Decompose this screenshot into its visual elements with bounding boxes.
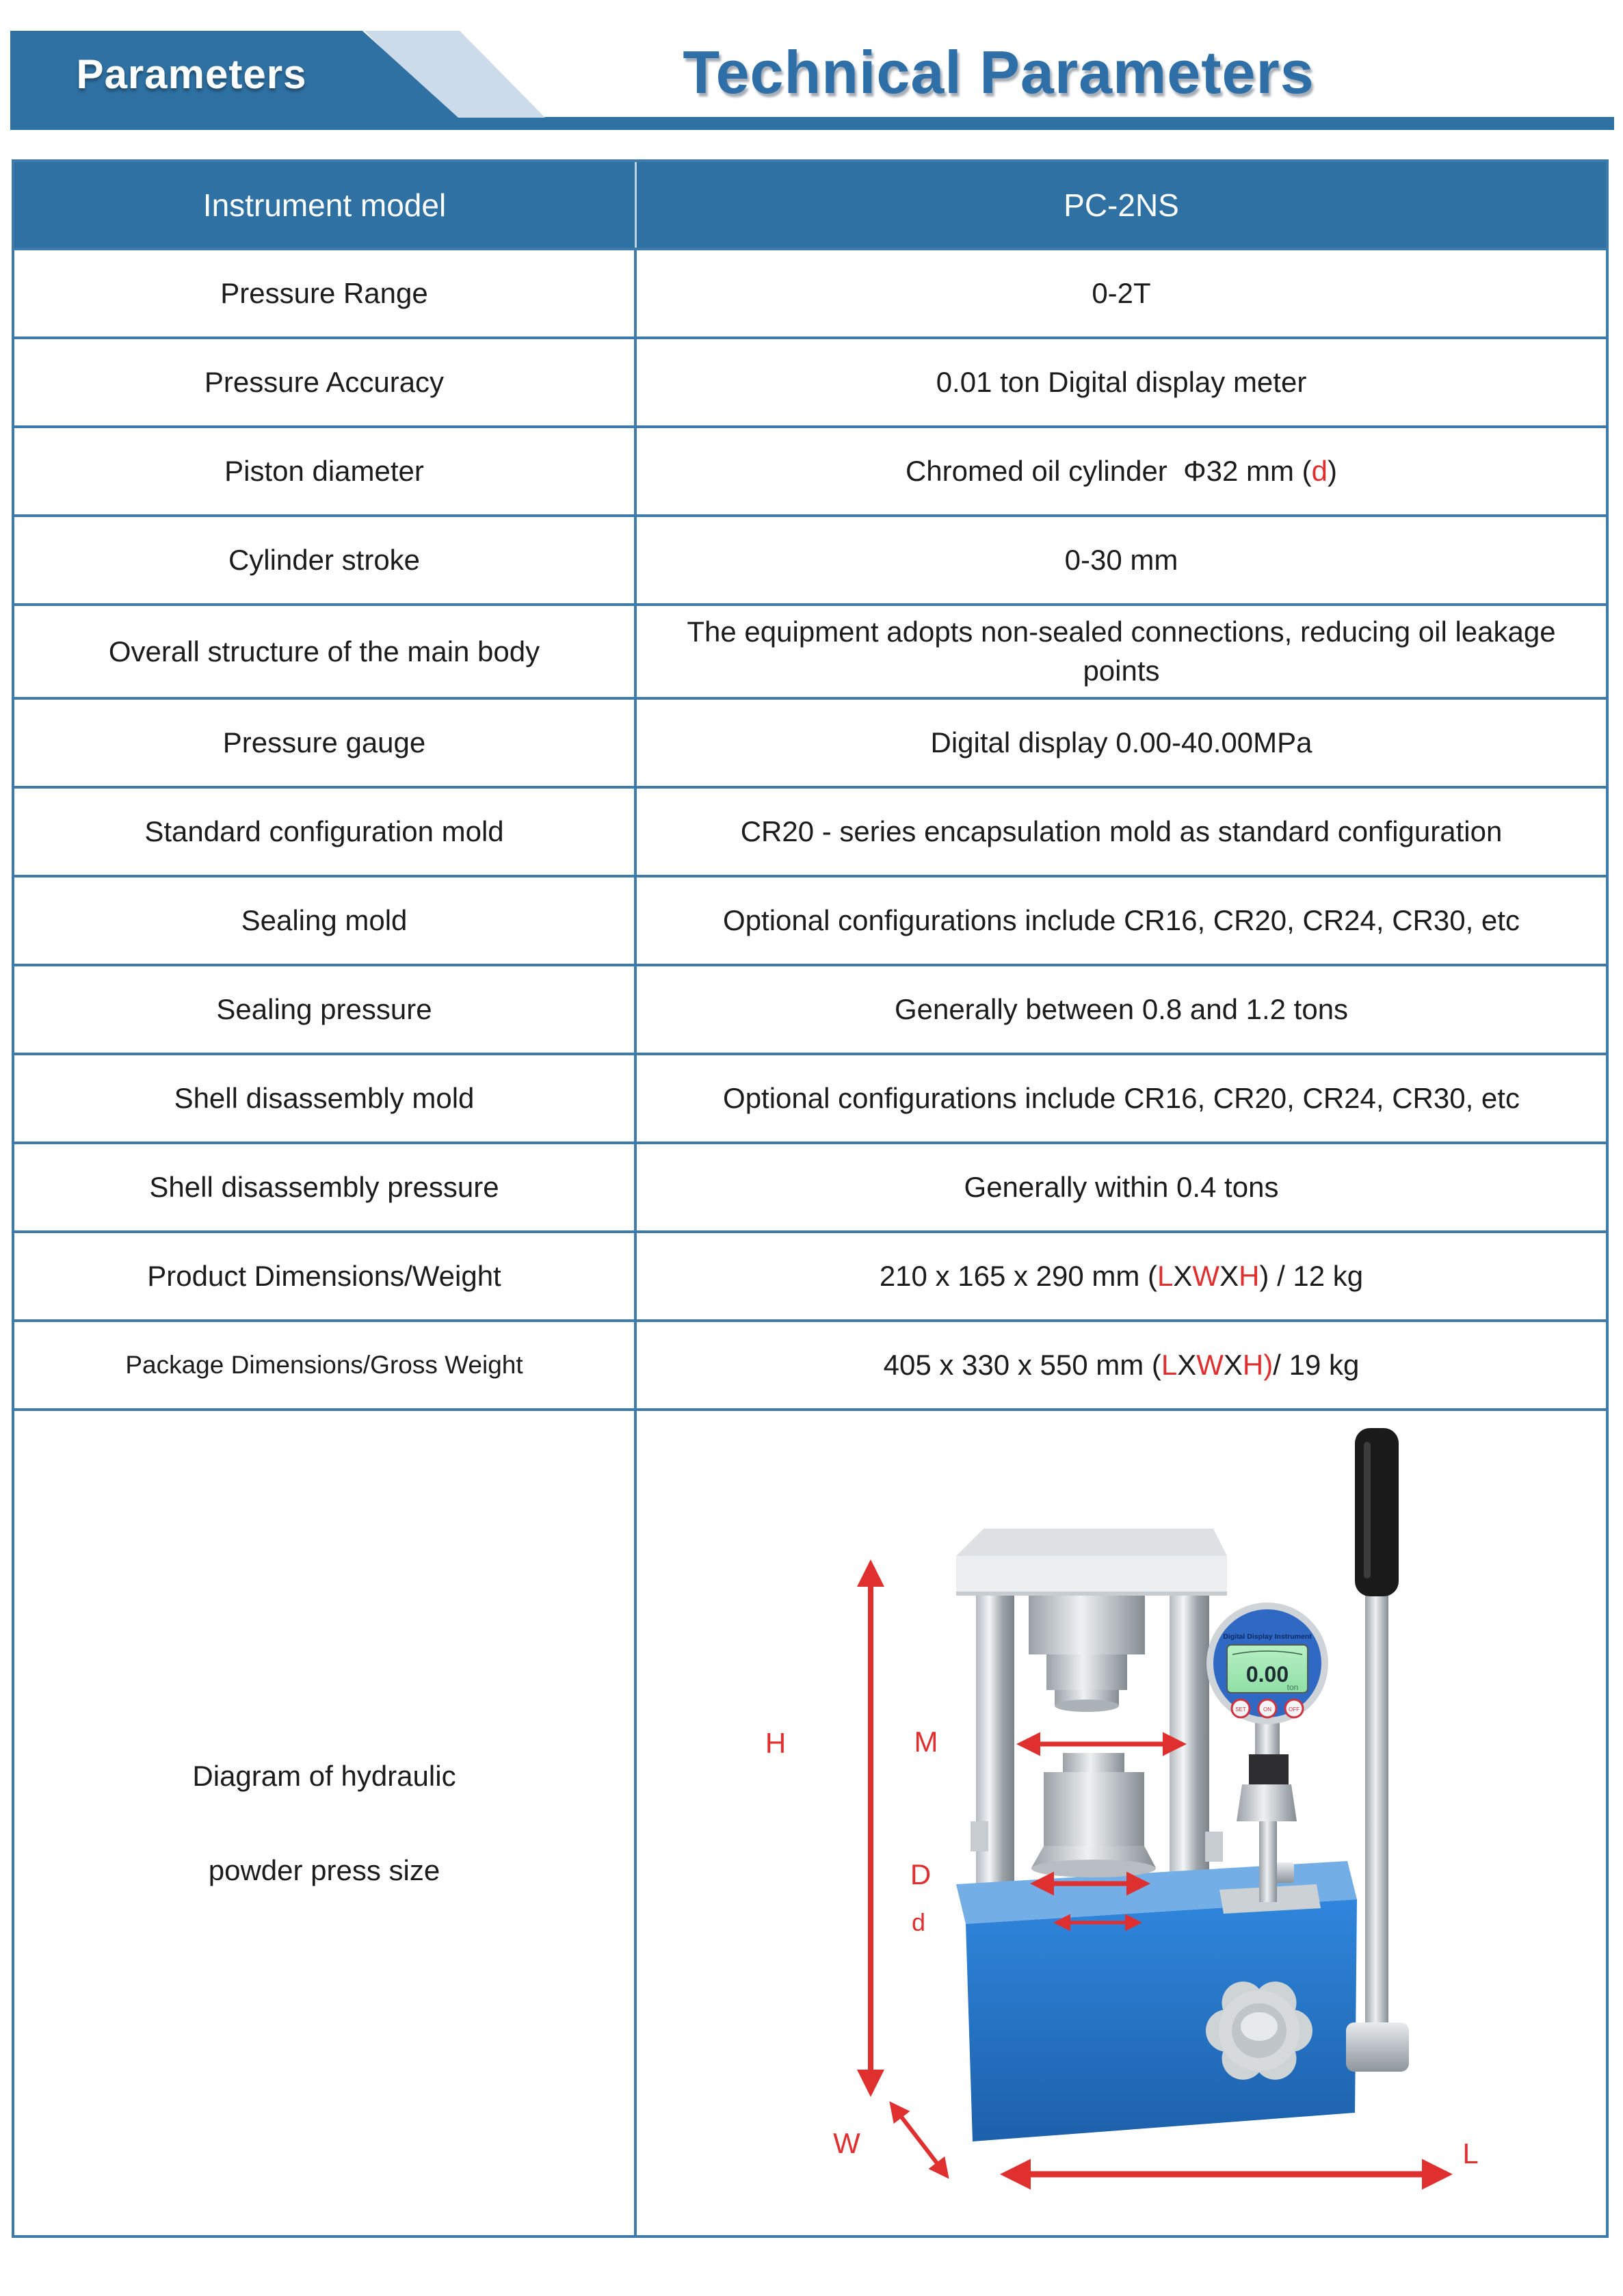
gauge-off-label: OFF — [1289, 1706, 1299, 1713]
table-row — [14, 1053, 1606, 1142]
header-value-cell: PC-2NS — [1064, 187, 1179, 223]
press-base-box — [956, 1861, 1357, 2141]
d-lower-label: d — [911, 1908, 926, 1937]
gauge-on-label: ON — [1263, 1706, 1271, 1713]
table-row — [14, 425, 1606, 514]
row-value: Digital display 0.00-40.00MPa — [930, 726, 1312, 759]
banner-label: Parameters — [76, 51, 307, 97]
l-label: L — [1462, 2137, 1479, 2170]
press-top-plate — [956, 1529, 1227, 1596]
gauge-reading: 0.00 — [1245, 1662, 1289, 1687]
row-label: Pressure gauge — [14, 700, 637, 786]
table-row — [14, 1230, 1606, 1319]
banner-underline-bar — [10, 117, 1614, 130]
table-row — [14, 337, 1606, 425]
m-label: M — [914, 1726, 938, 1758]
page-title: Technical Parameters — [683, 38, 1315, 106]
w-label: W — [833, 2127, 860, 2160]
table-row — [14, 248, 1606, 337]
d-upper-label: D — [910, 1858, 932, 1891]
table-row — [14, 1142, 1606, 1230]
table-row — [14, 786, 1606, 875]
row-label: Cylinder stroke — [14, 517, 637, 603]
row-value: Optional configurations include CR16, CR20, CR24, CR30, etc — [723, 1082, 1520, 1115]
header-label-cell: Instrument model — [14, 162, 637, 248]
spec-table — [12, 159, 1609, 2238]
row-value: 0-30 mm — [1064, 543, 1178, 576]
row-label: Shell disassembly mold — [14, 1055, 637, 1142]
row-label: Standard configuration mold — [14, 789, 637, 875]
diagram-row — [14, 1408, 1606, 2235]
row-label: Pressure Range — [14, 250, 637, 337]
gauge-brand-text: Digital Display Instrument — [1223, 1633, 1312, 1641]
row-value: The equipment adopts non-sealed connections, reducing oil leakage points — [687, 616, 1556, 687]
table-row — [14, 514, 1606, 603]
table-header-row — [14, 162, 1606, 248]
table-row — [14, 875, 1606, 964]
hydraulic-press-diagram — [637, 1411, 1606, 2235]
table-body — [14, 248, 1606, 1408]
gauge-unit: ton — [1286, 1683, 1299, 1693]
table-row — [14, 603, 1606, 697]
diagram-caption — [14, 1411, 637, 2235]
upper-piston — [1029, 1596, 1145, 1712]
row-label: Piston diameter — [14, 428, 637, 514]
row-value: CR20 - series encapsulation mold as standard configuration — [740, 815, 1503, 848]
row-label: Product Dimensions/Weight — [14, 1233, 637, 1319]
w-arrow — [892, 2104, 947, 2176]
row-label: Package Dimensions/Gross Weight — [14, 1322, 637, 1408]
row-label: Overall structure of the main body — [14, 606, 637, 697]
row-value: Chromed oil cylinder Φ32 mm ( d ) — [905, 454, 1338, 487]
row-label: Sealing pressure — [14, 966, 637, 1053]
row-value: Generally within 0.4 tons — [964, 1171, 1279, 1204]
lower-die — [1031, 1753, 1156, 1877]
row-value: 405 x 330 x 550 mm ( L X W X H ) / 19 kg — [883, 1349, 1360, 1382]
row-label: Shell disassembly pressure — [14, 1144, 637, 1230]
table-row — [14, 964, 1606, 1053]
pressure-gauge — [1206, 1602, 1328, 1724]
table-row — [14, 697, 1606, 786]
row-value: 0-2T — [1092, 276, 1151, 309]
row-value: 210 x 165 x 290 mm ( L X W X H ) / 12 kg — [879, 1260, 1364, 1293]
h-label: H — [765, 1727, 787, 1760]
row-value: Optional configurations include CR16, CR20, CR24, CR30, etc — [723, 904, 1520, 937]
row-label: Sealing mold — [14, 878, 637, 964]
diagram-caption-line2: powder press size — [208, 1853, 440, 1886]
gauge-set-label: SET — [1235, 1706, 1246, 1713]
diagram-caption-line1: Diagram of hydraulic — [192, 1759, 456, 1792]
row-value: Generally between 0.8 and 1.2 tons — [894, 993, 1349, 1026]
table-row — [14, 1319, 1606, 1408]
diagram-cell — [637, 1411, 1606, 2235]
row-label: Pressure Accuracy — [14, 339, 637, 425]
row-value: 0.01 ton Digital display meter — [936, 365, 1307, 398]
